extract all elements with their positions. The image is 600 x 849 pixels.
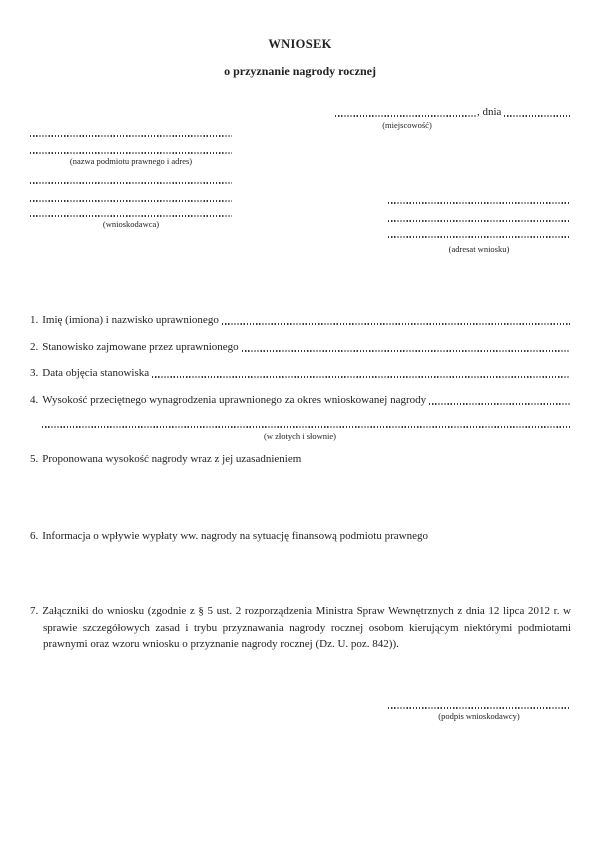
date-separator-label: , dnia [477, 106, 502, 118]
field-label: Imię (imiona) i nazwisko uprawnionego [42, 314, 219, 326]
field-label: Załączniki do wniosku (zgodnie z § 5 ust. 2 rozporządzenia Ministra Spraw Wewnętrznych z dnia 12 lipca 2012 r. w sprawie szczegółowych zasad i trybu przyznawania nagrody rocznej osobom kierującym niektórymi podmiotami prawnymi oraz wzoru wniosku o przyznanie nagrody rocznej (Dz. U. poz. 842)). [42, 605, 571, 650]
applicant-line-3 [30, 215, 232, 217]
addressee-line-2 [388, 220, 570, 222]
applicant-line-2 [30, 200, 232, 202]
field-number: 1. [30, 314, 39, 326]
applicant-name-line-1 [30, 135, 232, 137]
field-number: 5. [30, 453, 39, 465]
place-fill-line [335, 115, 477, 117]
applicant-line-1 [30, 182, 232, 184]
form-title: WNIOSEK [268, 37, 332, 51]
amount-caption: (w złotych i słownie) [264, 431, 336, 441]
place-date-line [335, 105, 570, 119]
applicant-caption: (wnioskodawca) [102, 219, 160, 229]
field-row-name [30, 313, 570, 327]
field-number: 7. [30, 605, 39, 617]
field-number: 3. [30, 367, 39, 379]
field-number: 2. [30, 341, 39, 353]
date-fill-line [504, 115, 570, 117]
field-row-salary [30, 393, 570, 407]
start-date-fill-line [152, 376, 570, 378]
field-row-proposed-award [30, 452, 570, 466]
attachments-paragraph [30, 603, 571, 653]
field-label: Wysokość przeciętnego wynagrodzenia uprawnionego za okres wnioskowanej nagrody [42, 394, 427, 406]
field-label: Stanowisko zajmowane przez uprawnionego [42, 341, 239, 353]
field-label: Proponowana wysokość nagrody wraz z jej uzasadnieniem [42, 453, 302, 465]
field-row-financial-impact [30, 529, 570, 543]
position-fill-line [242, 350, 570, 352]
addressee-line-3 [388, 236, 570, 238]
signature-fill-line [388, 707, 570, 709]
field-number: 4. [30, 394, 39, 406]
form-subtitle: o przyznanie nagrody rocznej [224, 64, 376, 78]
signature-caption: (podpis wnioskodawcy) [438, 711, 520, 721]
name-fill-line [222, 323, 570, 325]
salary-fill-line [429, 403, 570, 405]
amount-fill-line [42, 426, 570, 428]
field-number: 6. [30, 530, 39, 542]
field-row-start-date [30, 366, 570, 380]
addressee-caption: (adresat wniosku) [448, 244, 510, 254]
field-row-position [30, 340, 570, 354]
applicant-name-caption: (nazwa podmiotu prawnego i adres) [69, 156, 193, 166]
field-label: Informacja o wpływie wypłaty ww. nagrody na sytuację finansową podmiotu prawnego [42, 530, 428, 542]
place-caption: (miejscowość) [382, 120, 432, 130]
field-label: Data objęcia stanowiska [42, 367, 150, 379]
addressee-line-1 [388, 202, 570, 204]
applicant-name-line-2 [30, 152, 232, 154]
